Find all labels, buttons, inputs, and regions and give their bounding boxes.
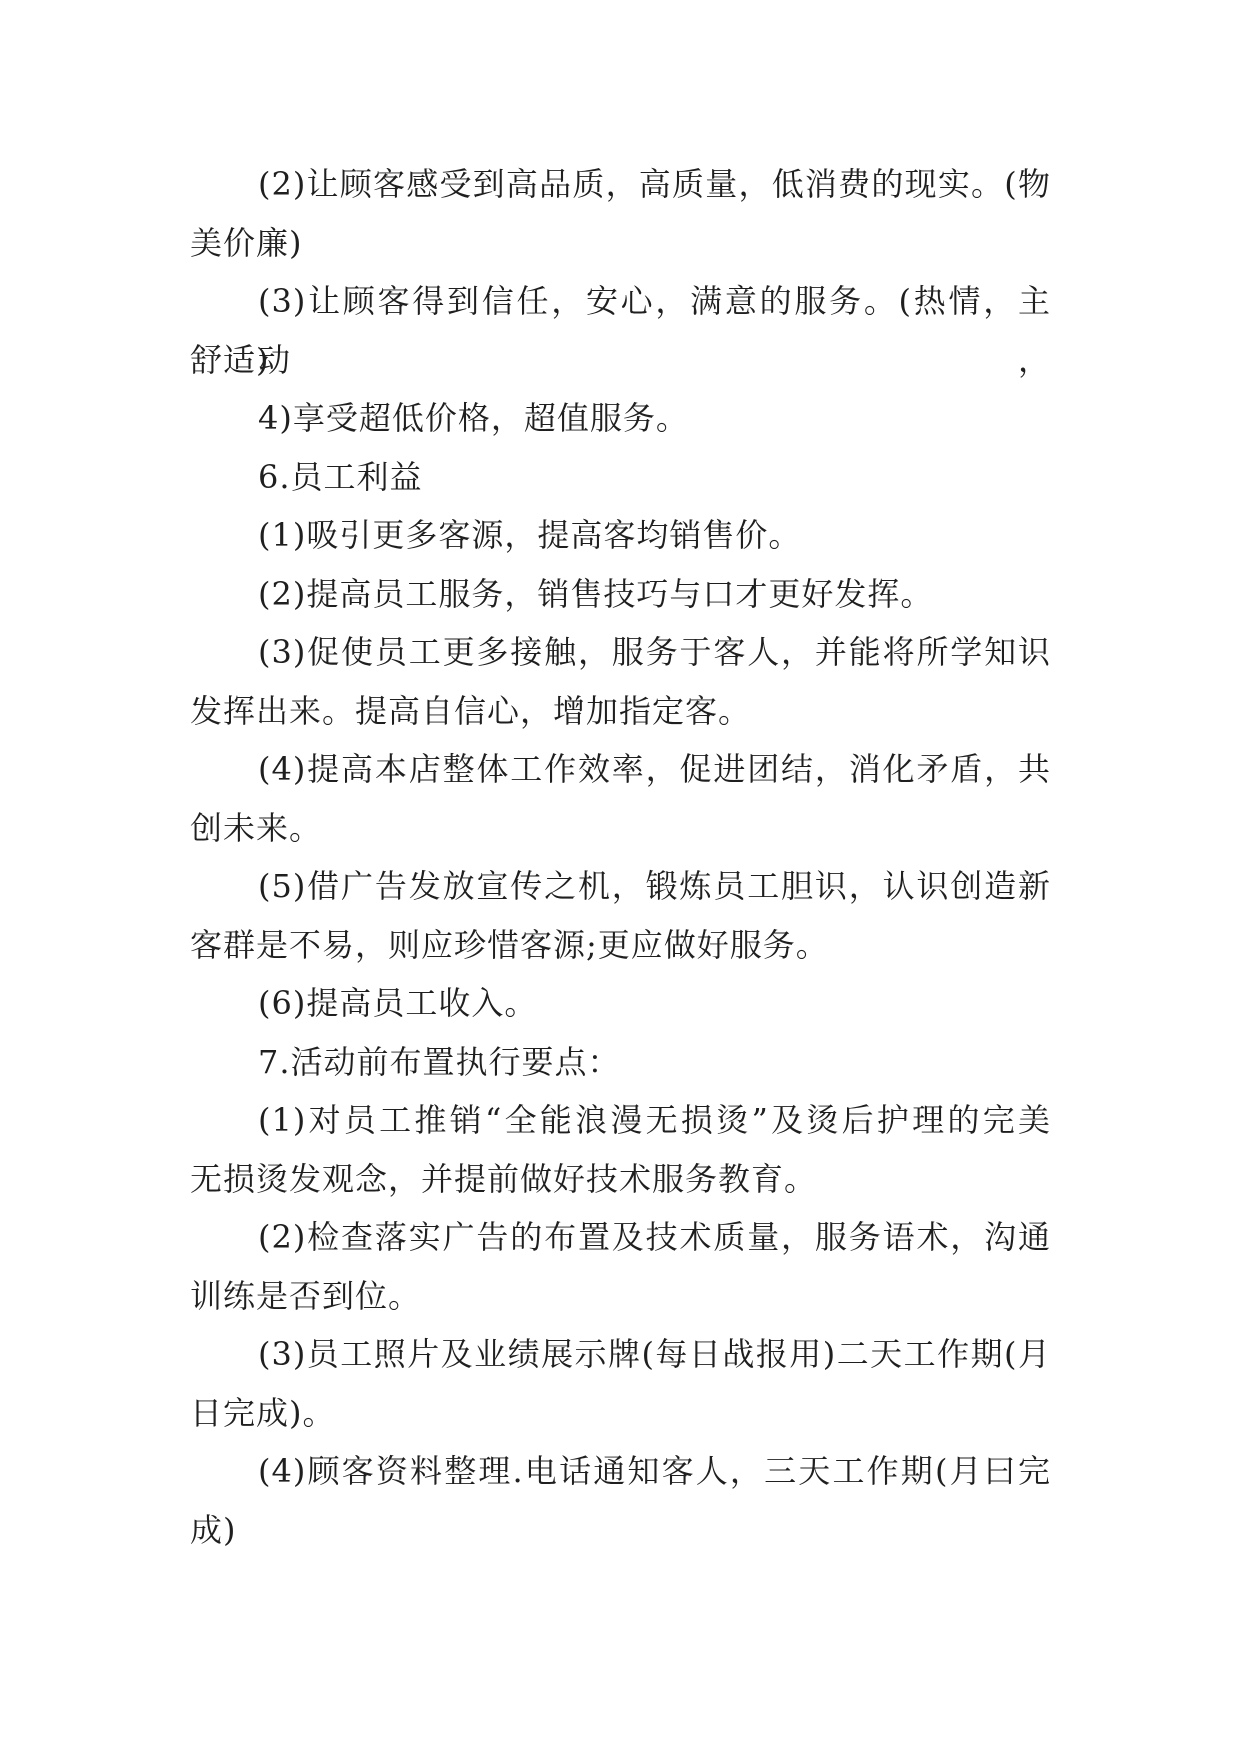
section-heading bbox=[190, 1033, 1051, 1092]
paragraph bbox=[190, 623, 1051, 740]
paragraph bbox=[190, 506, 1051, 565]
text-line: 客群是不易，则应珍惜客源;更应做好服务。 bbox=[190, 925, 829, 964]
text-line: (4)顾客资料整理.电话通知客人，三天工作期(月曰完 bbox=[258, 1452, 1051, 1490]
text-line: (5)借广告发放宣传之机，锻炼员工胆识，认识创造新 bbox=[258, 867, 1051, 905]
text-line: 日完成)。 bbox=[190, 1393, 336, 1432]
text-line: (3)让顾客得到信任，安心，满意的服务。(热情，主动， bbox=[258, 282, 1051, 379]
paragraph bbox=[190, 1091, 1051, 1208]
text-line: 6.员工利益 bbox=[258, 457, 423, 496]
section-heading bbox=[190, 448, 1051, 507]
text-line: 创未来。 bbox=[190, 808, 323, 847]
paragraph bbox=[190, 740, 1051, 857]
text-line: (1)对员工推销“全能浪漫无损烫”及烫后护理的完美 bbox=[258, 1101, 1051, 1139]
document-body bbox=[190, 155, 1051, 1559]
text-line: (1)吸引更多客源，提高客均销售价。 bbox=[258, 516, 802, 554]
paragraph bbox=[190, 565, 1051, 624]
text-line: (2)提高员工服务，销售技巧与口才更好发挥。 bbox=[258, 574, 934, 613]
paragraph bbox=[190, 1325, 1051, 1442]
paragraph bbox=[190, 857, 1051, 974]
paragraph bbox=[190, 272, 1051, 389]
text-line: (2)检查落实广告的布置及技术质量，服务语术，沟通 bbox=[258, 1218, 1051, 1256]
text-line: 7.活动前布置执行要点： bbox=[258, 1042, 621, 1081]
paragraph bbox=[190, 974, 1051, 1033]
text-line: (4)提高本店整体工作效率，促进团结，消化矛盾，共 bbox=[258, 750, 1051, 788]
text-line: 无损烫发观念，并提前做好技术服务教育。 bbox=[190, 1159, 818, 1198]
text-line: 舒适) bbox=[190, 340, 270, 379]
text-line: (3)促使员工更多接触，服务于客人，并能将所学知识 bbox=[258, 633, 1051, 671]
paragraph bbox=[190, 155, 1051, 272]
text-line: (3)员工照片及业绩展示牌(每日战报用)二天工作期(月 bbox=[258, 1335, 1051, 1373]
paragraph bbox=[190, 1208, 1051, 1325]
paragraph bbox=[190, 389, 1051, 448]
text-line: 发挥出来。提高自信心，增加指定客。 bbox=[190, 691, 752, 730]
text-line: 成) bbox=[190, 1510, 237, 1549]
text-line: (6)提高员工收入。 bbox=[258, 984, 538, 1022]
text-line: (2)让顾客感受到高品质，高质量，低消费的现实。(物 bbox=[258, 165, 1051, 203]
paragraph bbox=[190, 1442, 1051, 1559]
text-line: 美价廉) bbox=[190, 223, 303, 262]
text-line: 训练是否到位。 bbox=[190, 1276, 422, 1315]
text-line: 4)享受超低价格，超值服务。 bbox=[258, 399, 689, 437]
